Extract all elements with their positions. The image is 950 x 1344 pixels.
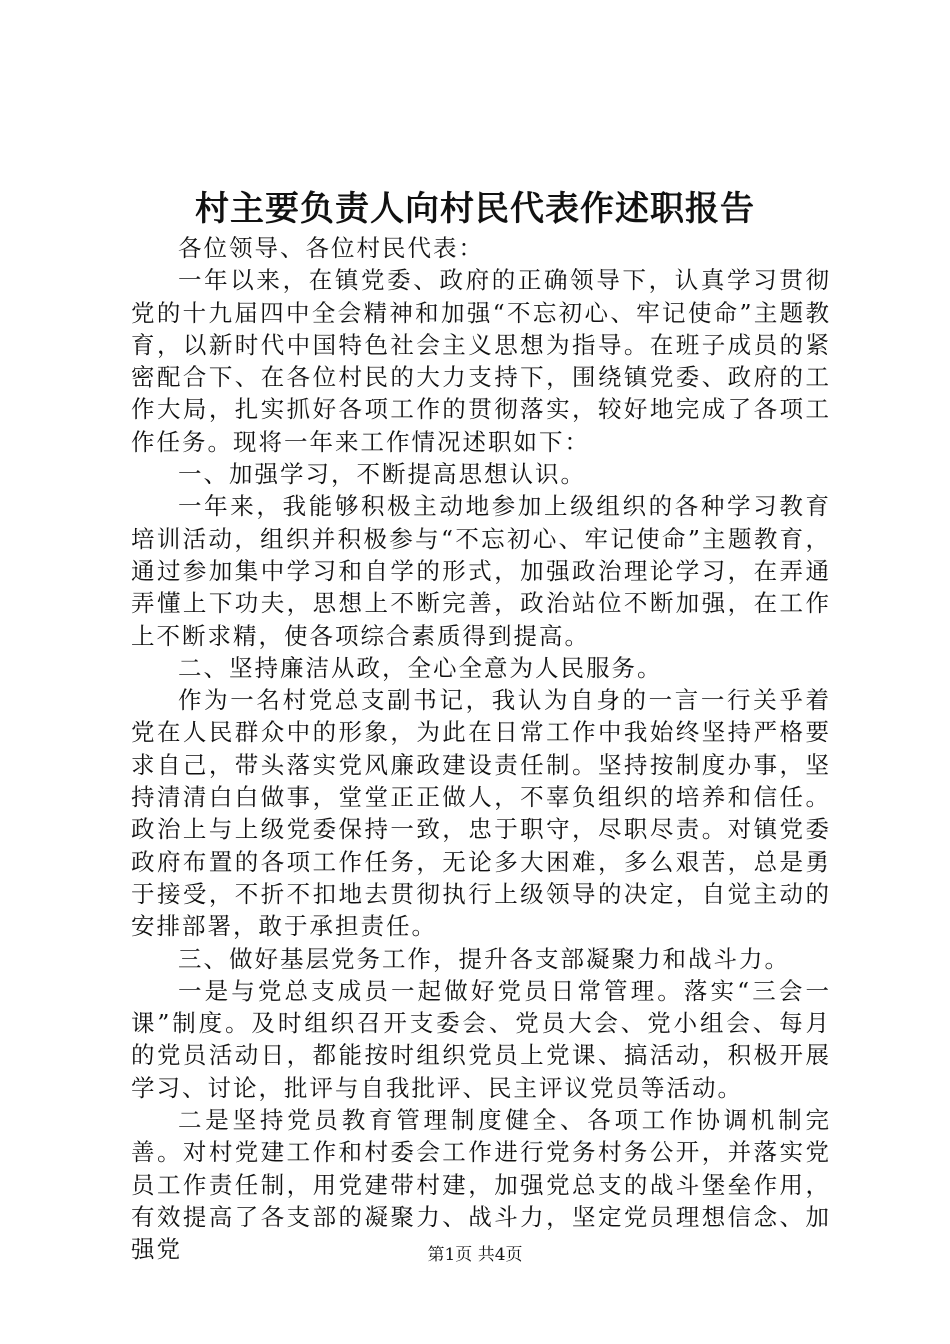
paragraph-party-management: 一是与党总支成员一起做好党员日常管理。落实“三会一课”制度。及时组织召开支委会、党员大会、党小组会、每月的党员活动日，都能按时组织党员上党课、搞活动，积极开展学习、讨论，批评与自我批评、民主评议党员等活动。	[131, 976, 831, 1102]
paragraph-intro: 一年以来，在镇党委、政府的正确领导下，认真学习贯彻党的十九届四中全会精神和加强“不忘初心、牢记使命”主题教育，以新时代中国特色社会主义思想为指导。在班子成员的紧密配合下、在各位村民的大力支持下，围绕镇党委、政府的工作大局，扎实抓好各项工作的贯彻落实，较好地完成了各项工作任务。现将一年来工作情况述职如下：	[131, 266, 831, 456]
page-footer: 第1页 共4页	[427, 1245, 523, 1265]
document-title: 村主要负责人向村民代表作述职报告	[195, 189, 755, 229]
paragraph-party-education: 二是坚持党员教育管理制度健全、各项工作协调机制完善。对村党建工作和村委会工作进行党务村务公开，并落实党员工作责任制，用党建带村建，加强党总支的战斗堡垒作用，有效提高了各支部的凝聚力、战斗力，坚定党员理想信念、加强党	[131, 1106, 831, 1264]
section-heading-2: 二、坚持廉洁从政，全心全意为人民服务。	[178, 653, 663, 682]
paragraph-study: 一年来，我能够积极主动地参加上级组织的各种学习教育培训活动，组织并积极参与“不忘初心、牢记使命”主题教育，通过参加集中学习和自学的形式，加强政治理论学习，在弄通弄懂上下功夫，思想上不断完善，政治站位不断加强，在工作上不断求精，使各项综合素质得到提高。	[131, 492, 831, 650]
paragraph-salutation: 各位领导、各位村民代表：	[178, 234, 484, 262]
section-heading-1: 一、加强学习，不断提高思想认识。	[178, 460, 586, 489]
document-body	[131, 232, 831, 1266]
section-heading-3: 三、做好基层党务工作，提升各支部凝聚力和战斗力。	[178, 944, 790, 973]
paragraph-integrity: 作为一名村党总支副书记，我认为自身的一言一行关乎着党在人民群众中的形象，为此在日常工作中我始终坚持严格要求自己，带头落实党风廉政建设责任制。坚持按制度办事，坚持清清白白做事，堂堂正正做人，不辜负组织的培养和信任。政治上与上级党委保持一致，忠于职守，尽职尽责。对镇党委政府布置的各项工作任务，无论多大困难，多么艰苦，总是勇于接受，不折不扣地去贯彻执行上级领导的决定，自觉主动的安排部署，敢于承担责任。	[131, 686, 831, 941]
